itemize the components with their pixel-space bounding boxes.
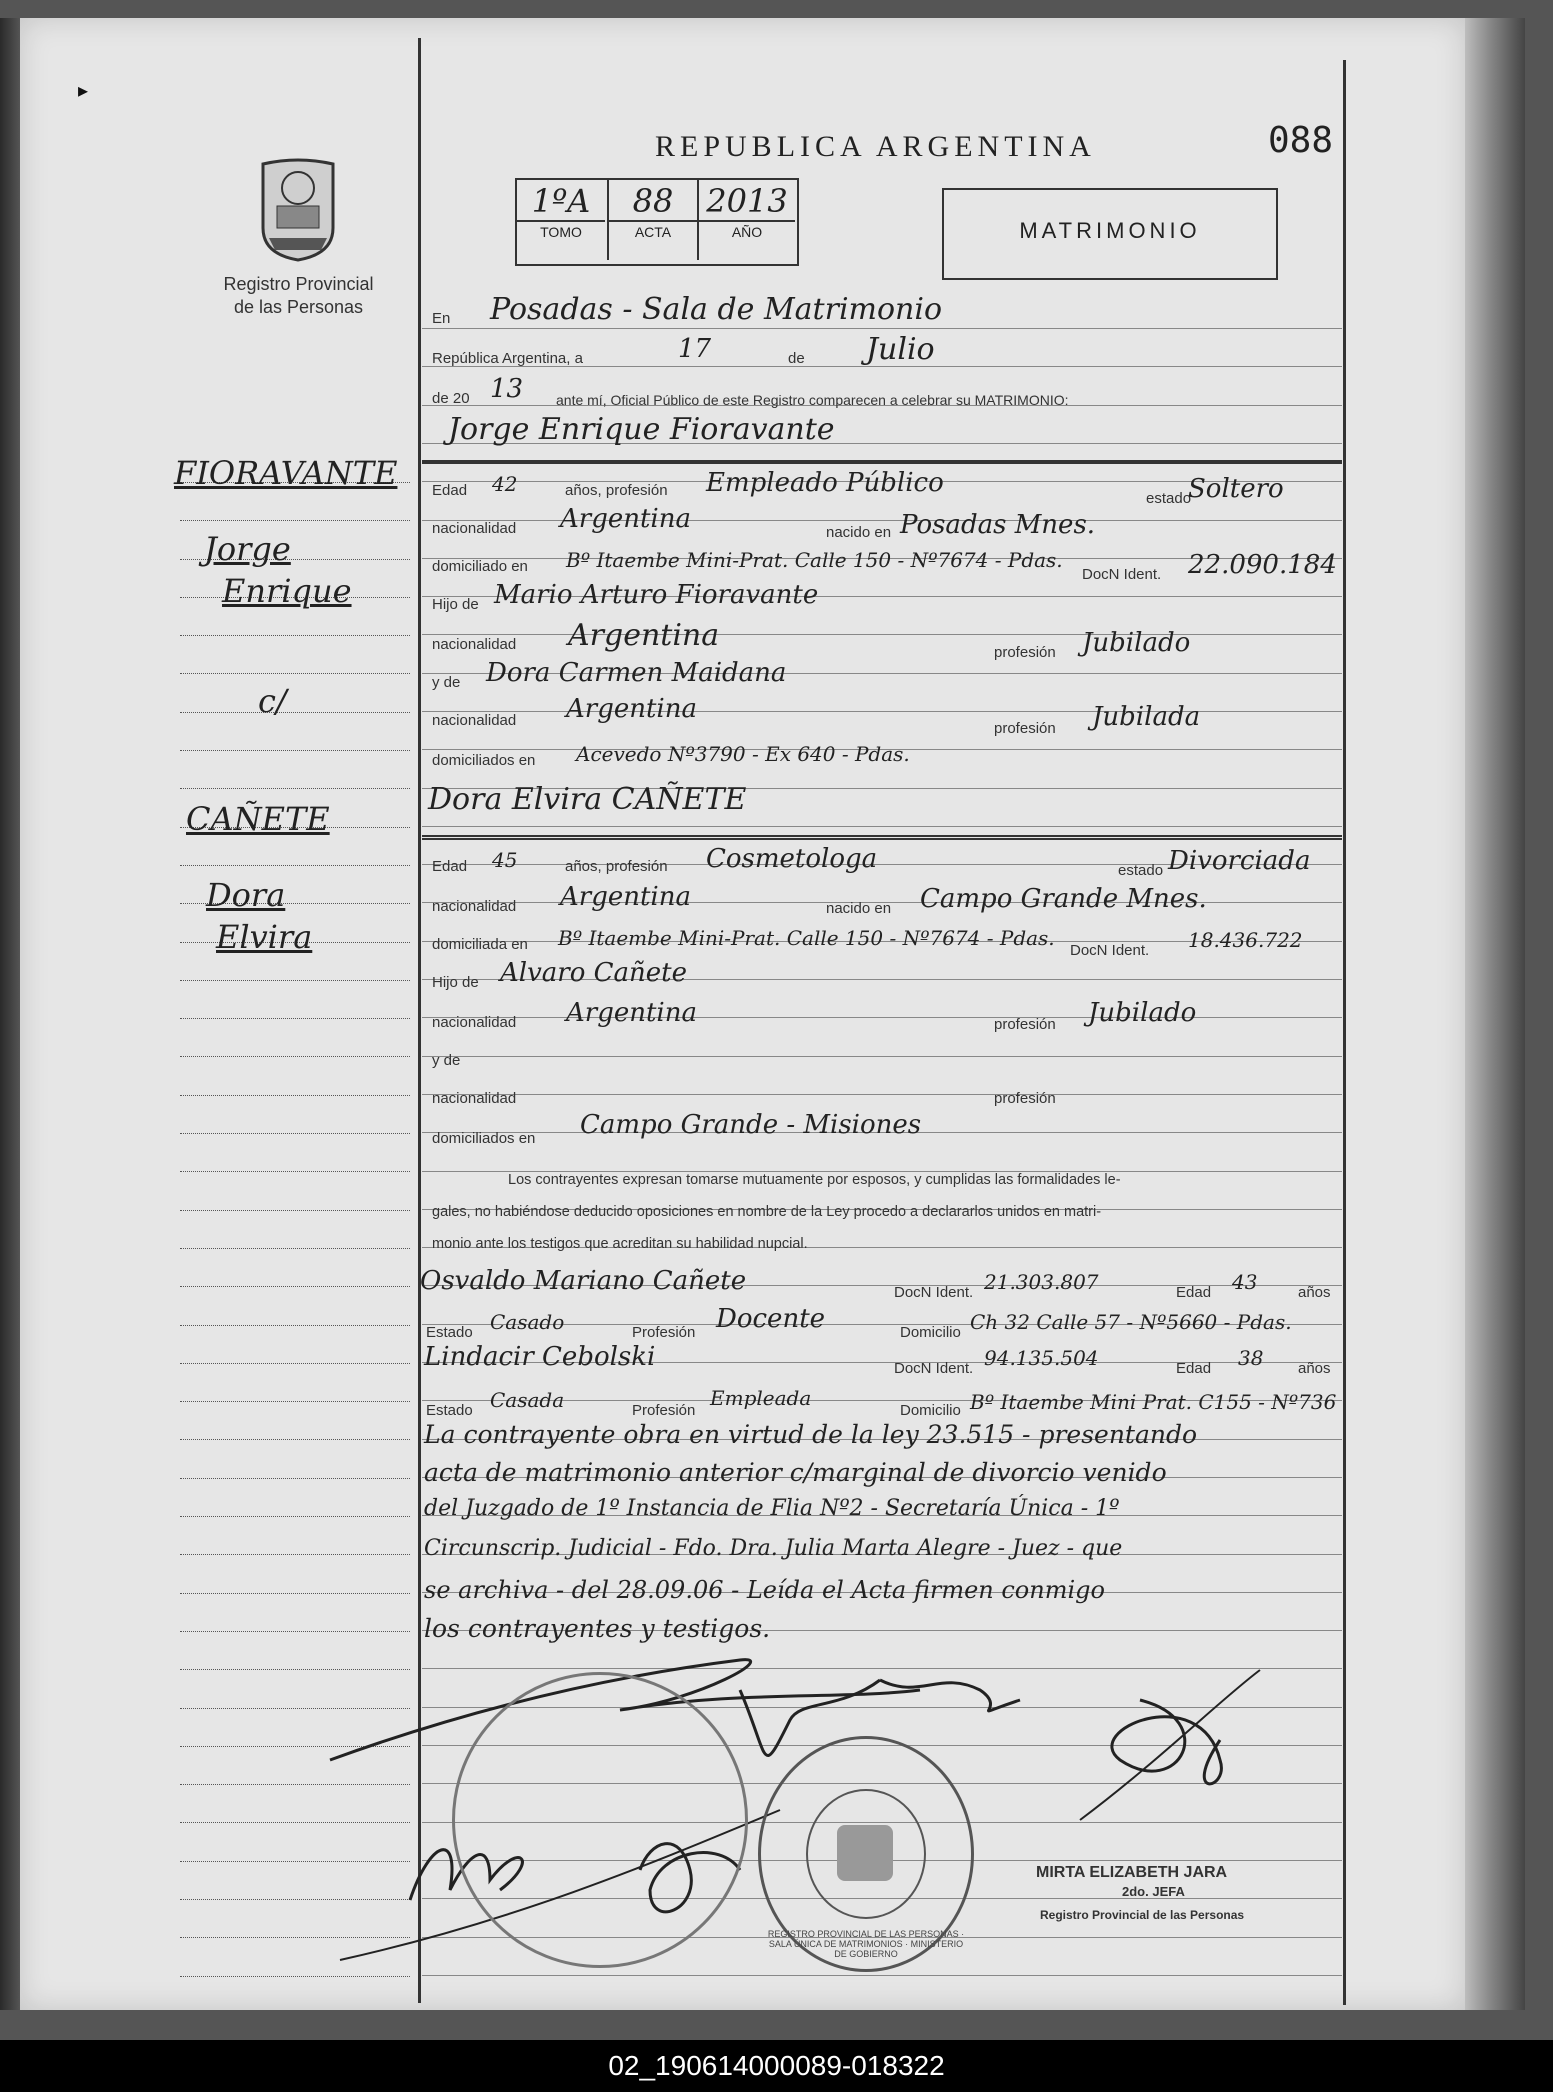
declaration-line1: Los contrayentes expresan tomarse mutuamente por esposos, y cumplidas las formalidades le- [508,1172,1121,1188]
margin-ruled-line [180,1593,410,1594]
seal-crest-icon [837,1825,893,1881]
witness2-name: Lindacir Cebolski [424,1342,656,1372]
bride-madre-nac-label: nacionalidad [432,1090,517,1107]
witness1-name: Osvaldo Mariano Cañete [420,1266,747,1296]
book-edge [1465,18,1525,2010]
declaration-line3: monio ante los testigos que acreditan su habilidad nupcial. [432,1236,808,1252]
bride-padre-label: Hijo de [432,974,479,991]
official-name: MIRTA ELIZABETH JARA [1036,1864,1228,1881]
registry-name-line2: de las Personas [233,297,364,317]
groom-profesion: Empleado Público [706,468,944,498]
tomo-label: TOMO [517,220,605,240]
margin-ruled-line [180,520,410,521]
margin-ruled-line [180,635,410,636]
tomo-value: 1ºA [531,182,591,220]
margin-ruled-line [180,712,410,713]
anio-value: 2013 [706,182,788,220]
margin-bride-name1: Dora [206,876,286,914]
bride-nacionalidad-label: nacionalidad [432,898,517,915]
margin-ruled-line [180,1286,410,1287]
margin-ruled-line [180,1056,410,1057]
bride-doc: 18.436.722 [1188,928,1303,952]
groom-nacido-label: nacido en [826,524,892,541]
notes-line6: los contrayentes y testigos. [424,1614,771,1643]
groom-domicilio: Bº Itaembe Mini-Prat. Calle 150 - Nº7674 - Pdas. [566,548,1063,572]
groom-padre-prof-label: profesión [994,644,1056,661]
witness2-domicilio: Bº Itaembe Mini Prat. C155 - Nº736 [970,1390,1337,1414]
groom-padre: Mario Arturo Fioravante [494,580,819,610]
groom-padre-nac-label: nacionalidad [432,636,517,653]
main-ruled-line [422,1017,1342,1018]
margin-ruled-line [180,1095,410,1096]
margin-ruled-line [180,1018,410,1019]
main-ruled-line [422,826,1342,827]
de-label: de [788,350,805,367]
bride-padre-nac-label: nacionalidad [432,1014,517,1031]
margin-ruled-line [180,1478,410,1479]
notes-line4: Circunscrip. Judicial - Fdo. Dra. Julia Marta Alegre - Juez - que [424,1536,1123,1561]
margin-ruled-line [180,1325,410,1326]
groom-domicilio-label: domiciliado en [432,558,528,575]
notes-line1: La contrayente obra en virtud de la ley 23.515 - presentando [424,1420,1198,1449]
groom-doc: 22.090.184 [1188,550,1337,580]
anio-label: AÑO [699,220,795,240]
republica-label: República Argentina, a [432,350,583,367]
anio-cell [697,180,795,260]
groom-madre-nac: Argentina [566,694,697,724]
bride-padre: Alvaro Cañete [500,958,687,988]
margin-ruled-line [180,1133,410,1134]
groom-estado: Soltero [1188,474,1284,504]
faint-seal [452,1672,748,1968]
groom-madre-label: y de [432,674,461,691]
margin-groom-surname: FIORAVANTE [174,454,398,492]
margin-ruled-line [180,1248,410,1249]
margin-groom-name2: Enrique [222,572,352,610]
registry-name-line1: Registro Provincial [223,274,374,294]
witness1-profesion-label: Profesión [632,1324,696,1341]
scan-footer-code: 02_190614000089-018322 [0,2040,1553,2092]
groom-profesion-label: años, profesión [565,482,668,499]
witness2-edad-label: Edad [1176,1360,1212,1377]
margin-ruled-line [180,980,410,981]
comparecen-text: ante mí, Oficial Público de este Registro comparecen a celebrar su MATRIMONIO: [556,392,1069,408]
witness1-estado: Casado [490,1310,565,1334]
main-ruled-line [422,1056,1342,1057]
groom-padre-nac: Argentina [568,618,720,653]
bride-padres-dom: Campo Grande - Misiones [580,1110,922,1140]
bride-nacido: Campo Grande Mnes. [920,884,1207,914]
groom-madre-prof-label: profesión [994,720,1056,737]
witness1-domicilio: Ch 32 Calle 57 - Nº5660 - Pdas. [970,1310,1292,1334]
country-title: REPUBLICA ARGENTINA [655,130,1096,163]
witness2-estado-label: Estado [426,1402,473,1419]
en-label: En [432,310,451,327]
groom-madre-nac-label: nacionalidad [432,712,517,729]
witness2-profesion-label: Profesión [632,1402,696,1419]
main-ruled-line [422,328,1342,329]
act-type-label: MATRIMONIO [1019,218,1201,243]
witness2-estado: Casada [490,1388,565,1412]
notes-line3: del Juzgado de 1º Instancia de Flia Nº2 - Secretaría Única - 1º [424,1496,1120,1521]
bride-padre-nac: Argentina [566,998,697,1028]
groom-edad: 42 [492,472,518,496]
year-suffix: 13 [490,374,524,404]
main-ruled-line [422,1094,1342,1095]
official-title: 2do. JEFA [1122,1884,1185,1899]
section-divider [422,838,1342,840]
year-prefix: de 20 [432,390,470,407]
provincial-crest-logo [255,158,341,262]
bride-nacido-label: nacido en [826,900,892,917]
notes-line2: acta de matrimonio anterior c/marginal de divorcio venido [424,1458,1167,1487]
witness1-profesion: Docente [716,1304,826,1334]
groom-edad-label: Edad [432,482,468,499]
witness1-edad-label: Edad [1176,1284,1212,1301]
right-rule [1343,60,1346,2005]
margin-ruled-line [180,750,410,751]
bride-domicilio-label: domiciliada en [432,936,528,953]
bride-madre-prof-label: profesión [994,1090,1056,1107]
witness2-doc-label: DocN Ident. [894,1360,974,1377]
binding-mark: ▸ [78,80,89,102]
witness2-domicilio-label: Domicilio [900,1402,961,1419]
bride-nacionalidad: Argentina [560,882,691,912]
tomo-cell [517,180,605,240]
margin-ruled-line [180,865,410,866]
witness1-edad: 43 [1232,1270,1258,1294]
margin-ruled-line [180,1171,410,1172]
margin-ruled-line [180,1210,410,1211]
bride-padre-prof-label: profesión [994,1016,1056,1033]
bride-padre-prof: Jubilado [1088,998,1197,1028]
official-office: Registro Provincial de las Personas [1040,1908,1245,1922]
ceremony-month: Julio [866,332,935,367]
witness1-anios-label: años [1298,1284,1331,1301]
margin-ruled-line [180,1439,410,1440]
margin-groom-name1: Jorge [204,530,291,568]
groom-nacionalidad-label: nacionalidad [432,520,517,537]
witness1-domicilio-label: Domicilio [900,1324,961,1341]
witness2-edad: 38 [1238,1346,1264,1370]
groom-padres-dom: Acevedo Nº3790 - Ex 640 - Pdas. [576,742,910,766]
groom-nacionalidad: Argentina [560,504,691,534]
margin-ruled-line [180,1363,410,1364]
margin-ruled-line [180,673,410,674]
groom-padre-prof: Jubilado [1082,628,1191,658]
bride-doc-label: DocN Ident. [1070,942,1150,959]
margin-bride-surname: CAÑETE [186,800,330,838]
margin-ruled-line [180,1631,410,1632]
ceremony-place: Posadas - Sala de Matrimonio [490,292,943,327]
margin-ruled-line [180,1516,410,1517]
section-divider [422,835,1342,837]
official-signature [1112,1700,1221,1784]
witness1-estado-label: Estado [426,1324,473,1341]
bride-signature [880,1680,1020,1711]
bride-profesion: Cosmetologa [706,844,878,874]
bride-estado-label: estado [1118,862,1164,879]
page-number: 088 [1268,120,1334,161]
acta-cell [607,180,697,260]
witness2-anios-label: años [1298,1360,1331,1377]
acta-value: 88 [632,182,674,220]
witness2-doc: 94.135.504 [984,1346,1099,1370]
groom-madre-prof: Jubilada [1092,702,1201,732]
acta-label: ACTA [609,220,697,240]
section-divider [422,462,1342,464]
margin-ruled-line [180,1554,410,1555]
declaration-line2: gales, no habiéndose deducido oposiciones en nombre de la Ley procedo a declararlos unidos en matri- [432,1204,1102,1220]
groom-nacido: Posadas Mnes. [900,510,1096,540]
groom-madre: Dora Carmen Maidana [486,658,787,688]
ceremony-day: 17 [678,334,712,364]
margin-ruled-line [180,1401,410,1402]
bride-domicilio: Bº Itaembe Mini-Prat. Calle 150 - Nº7674 - Pdas. [558,926,1055,950]
margin-conj: c/ [258,682,287,720]
seal-text: REGISTRO PROVINCIAL DE LAS PERSONAS · SALA ÚNICA DE MATRIMONIOS · MINISTERIO DE GOBIERNO [767,1929,965,1959]
witness1-doc: 21.303.807 [984,1270,1099,1294]
margin-bride-name2: Elvira [216,918,313,956]
official-seal [758,1736,974,1972]
bride-profesion-label: años, profesión [565,858,668,875]
main-ruled-line [422,634,1342,635]
bride-full-name: Dora Elvira CAÑETE [428,782,747,817]
bride-edad: 45 [492,848,518,872]
groom-estado-label: estado [1146,490,1192,507]
groom-padre-label: Hijo de [432,596,479,613]
bride-padres-dom-label: domiciliados en [432,1130,536,1147]
groom-full-name: Jorge Enrique Fioravante [448,412,835,447]
groom-doc-label: DocN Ident. [1082,566,1162,583]
groom-padres-dom-label: domiciliados en [432,752,536,769]
margin-ruled-line [180,788,410,789]
witness1-doc-label: DocN Ident. [894,1284,974,1301]
act-type-box [942,188,1278,280]
bride-edad-label: Edad [432,858,468,875]
witness2-profesion: Empleada [710,1386,812,1410]
bride-madre-label: y de [432,1052,461,1069]
main-ruled-line [422,711,1342,712]
notes-line5: se archiva - del 28.09.06 - Leída el Acta firmen conmigo [424,1576,1105,1604]
bride-estado: Divorciada [1168,846,1311,876]
